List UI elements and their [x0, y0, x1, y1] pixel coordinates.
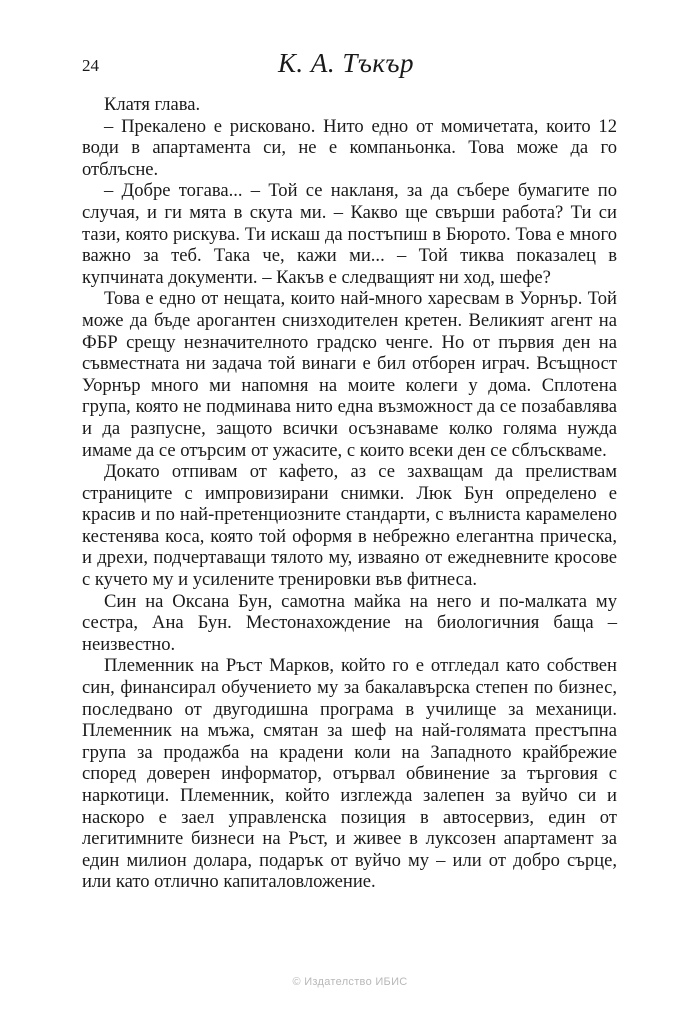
copyright-watermark: © Издателство ИБИС	[292, 976, 408, 988]
paragraph: Син на Оксана Бун, самотна майка на него и по-малката му сестра, Ана Бун. Местонахождение на биологичния баща – неизвестно.	[82, 590, 617, 655]
paragraph: – Прекалено е рисковано. Нито едно от момичетата, които 12 води в апартамента си, не е компаньонка. Това може да го отблъсне.	[82, 115, 617, 180]
paragraph: Това е едно от нещата, които най-много харесвам в Уорнър. Той може да бъде арогантен снизходителен кретен. Великият агент на ФБР срещу незначителното градско ченге. Но от първия ден на съвместната ни задача той винаги е бил отборен играч. Всъщност Уорнър много ми напомня на моите колеги у дома. Сплотена група, която не подминава нито една възможност да се позабавлява и да разпусне, защото всички осъзнаваме колко голяма нужда имаме да се отърсим от ужасите, с които всеки ден се сблъскваме.	[82, 288, 617, 461]
running-head-author: К. А. Тъкър	[277, 48, 415, 78]
paragraph: Докато отпивам от кафето, аз се захващам да прелиствам страниците с импровизирани снимки. Люк Бун определено е красив и по най-претенциозните стандарти, с вълниста карамелено кестенява коса, която той оформя в небрежно елегантна прическа, и дрехи, подчертаващи тялото му, изваяно от ежедневните кросове с кучето му и усилените тренировки във фитнеса.	[82, 461, 617, 591]
paragraph: Племенник на Ръст Марков, който го е отгледал като собствен син, финансирал обучението му за бакалавърска степен по бизнес, последвано от двугодишна програма в училище за механици. Племенник на мъжа, смятан за шеф на най-голямата престъпна група за продажба на крадени коли на Западното крайбрежие според доверен информатор, отървал обвинение за търговия с наркотици. Племенник, който изглежда залепен за вуйчо си и наскоро е заел управленска позиция в автосервиз, един от легитимните бизнеси на Ръст, и живее в луксозен апартамент за един милион долара, подарък от вуйчо му – или от добро сърце, или като отлично капиталовложение.	[82, 655, 617, 893]
paragraph: Клатя глава.	[104, 94, 201, 115]
paragraph: – Добре тогава... – Той се накланя, за да събере бумагите по случая, и ги мята в скута ми. – Какво ще свърши работа? Ти си тази, която рискува. Ти искаш да постъпиш в Бюрото. Това е много важно за теб. Така че, кажи ми... – Той тиква показалец в купчината документи. – Какъв е следващият ни ход, шефе?	[82, 180, 617, 288]
page-number: 24	[82, 56, 99, 75]
body-text	[82, 94, 617, 893]
page-header	[82, 48, 610, 88]
